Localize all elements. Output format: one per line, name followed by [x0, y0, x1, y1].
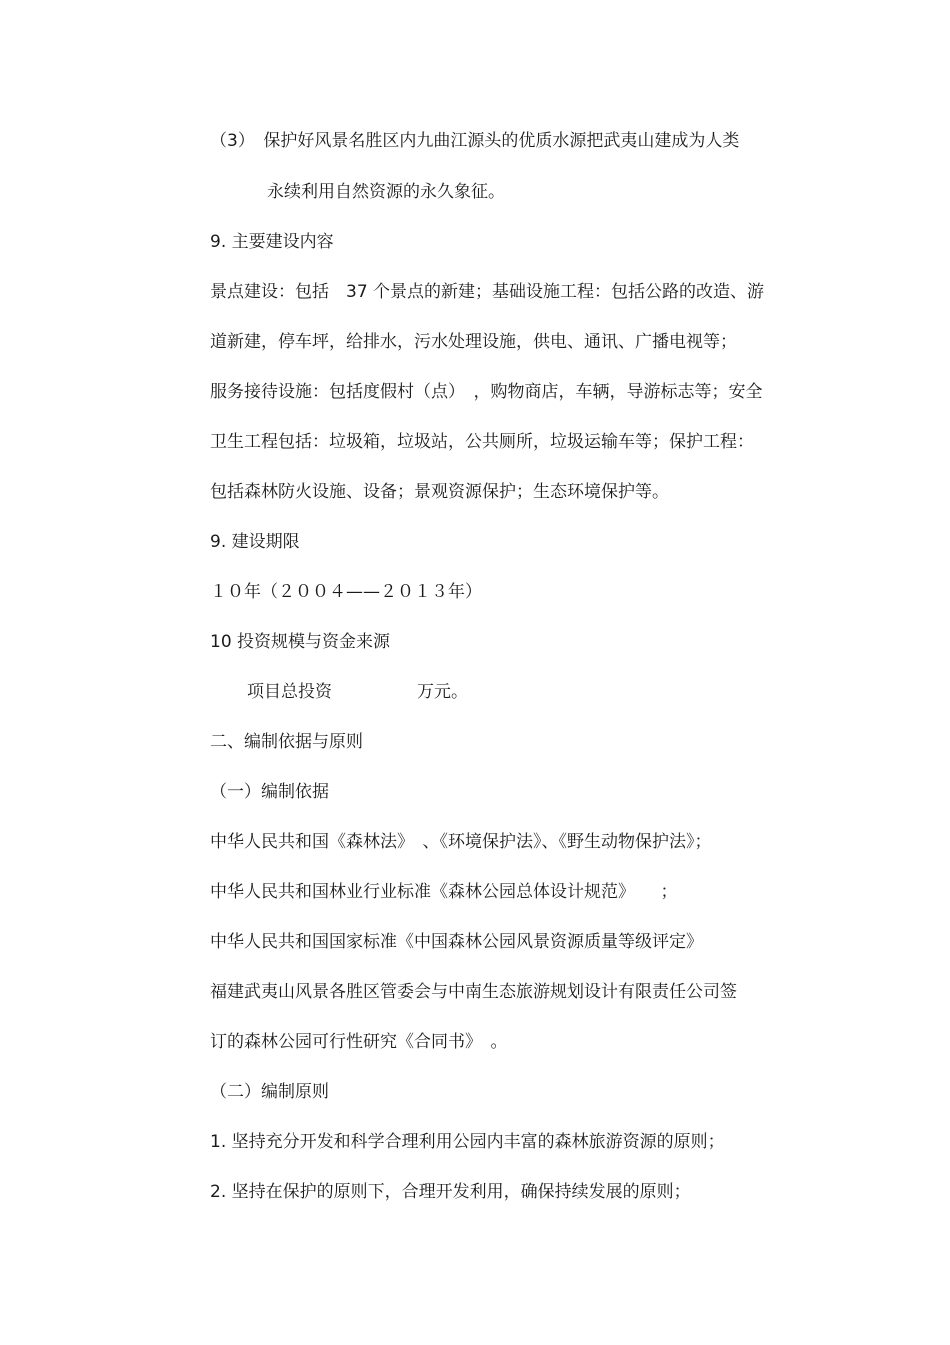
section-heading-construction: 9. 主要建设内容: [210, 232, 334, 252]
text-line-principle-1: 1. 坚持充分开发和科学合理利用公园内丰富的森林旅游资源的原则；: [210, 1132, 725, 1152]
subheading-principles: （二）编制原则: [210, 1082, 329, 1102]
text-line-investment: 项目总投资 万元。: [247, 682, 468, 702]
text-line-law: 中华人民共和国《森林法》 、《环境保护法》、《野生动物保护法》；: [210, 832, 712, 852]
text-line-contract-1: 福建武夷山风景各胜区管委会与中南生态旅游规划设计有限责任公司签: [210, 982, 737, 1002]
text-line-forestry-standard: 中华人民共和国林业行业标准《森林公园总体设计规范》 ；: [210, 882, 678, 902]
subheading-basis: （一）编制依据: [210, 782, 329, 802]
text-line-principle-2: 2. 坚持在保护的原则下，合理开发利用，确保持续发展的原则；: [210, 1182, 691, 1202]
section-heading-period: 9. 建设期限: [210, 532, 300, 552]
section-heading-investment: 10 投资规模与资金来源: [210, 632, 391, 652]
text-line-contract-2: 订的森林公园可行性研究《合同书》 。: [210, 1032, 508, 1052]
text-line-1: （3） 保护好风景名胜区内九曲江源头的优质水源把武夷山建成为人类: [210, 131, 740, 151]
text-line-2: 永续利用自然资源的永久象征。: [267, 182, 505, 202]
text-line-5: 道新建，停车坪，给排水，污水处理设施，供电、通讯、广播电视等；: [210, 332, 737, 352]
text-line-national-standard: 中华人民共和国国家标准《中国森林公园风景资源质量等级评定》: [210, 932, 703, 952]
chapter-heading-basis: 二、编制依据与原则: [210, 732, 363, 752]
text-line-period: １０年（２００４——２０１３年）: [210, 582, 482, 602]
text-line-6: 服务接待设施：包括度假村（点） ，购物商店，车辆，导游标志等；安全: [210, 382, 763, 402]
text-line-4: 景点建设：包括 37 个景点的新建；基础设施工程：包括公路的改造、游: [210, 282, 765, 302]
text-line-7: 卫生工程包括：垃圾箱，垃圾站，公共厕所，垃圾运输车等；保护工程：: [210, 432, 754, 452]
text-line-8: 包括森林防火设施、设备；景观资源保护；生态环境保护等。: [210, 482, 669, 502]
